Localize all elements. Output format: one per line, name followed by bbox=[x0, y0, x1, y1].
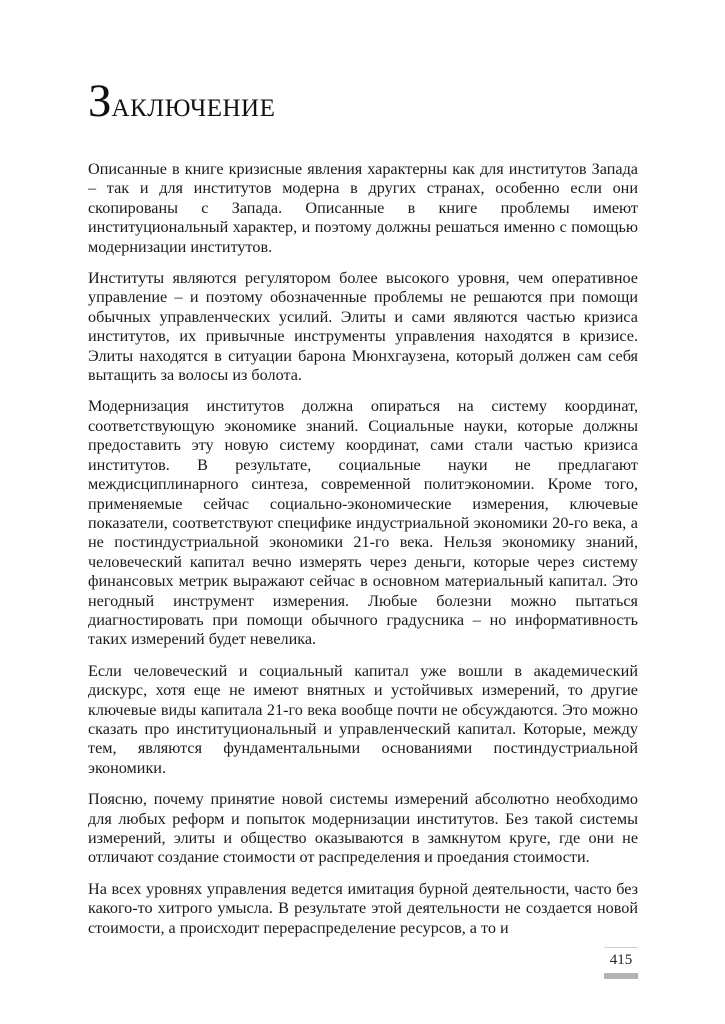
chapter-title bbox=[88, 75, 276, 127]
paragraph: Описанные в книге кризисные явления характерны как для институтов Запада – так и для институтов модерна в других странах, особенно если они скопированы с Запада. Описанные в книге проблемы имеют институциональный характер, и поэтому должны решаться именно с помощью модернизации институтов. bbox=[88, 160, 638, 256]
paragraph: Модернизация институтов должна опираться на систему координат, соответствующую экономике знаний. Социальные науки, которые должны предоставить эту новую систему координат, сами стали частью кризиса институтов. В результате, социальные науки не предлагают междисциплинарного синтеза, современной политэкономии. Кроме того, применяемые сейчас социально-экономические измерения, ключевые показатели, соответствуют специфике индустриальной экономики 20-го века, а не постиндустриальной экономики 21-го века. Нельзя экономику знаний, человеческий капитал вечно измерять через деньги, которые через систему финансовых метрик выражают сейчас в основном материальный капитал. Это негодный инструмент измерения. Любые болезни можно пытаться диагностировать при помощи обычного градусника – но информативность таких измерений будет невелика. bbox=[88, 397, 638, 649]
page-number: 415 bbox=[609, 952, 633, 968]
paragraph: Если человеческий и социальный капитал уже вошли в академический дискурс, хотя еще не имеют внятных и устойчивых измерений, то другие ключевые виды капитала 21-го века вообще почти не обсуждаются. Это можно сказать про институциональный и управленческий капитал. Которые, между тем, являются фундаментальными основаниями постиндустриальной экономики. bbox=[88, 661, 638, 777]
chapter-title-initial: З bbox=[88, 75, 112, 127]
paragraph: Поясню, почему принятие новой системы измерений абсолютно необходимо для любых реформ и попыток модернизации институтов. Без такой системы измерений, элиты и общество оказываются в замкнутом круге, где они не отличают создание стоимости от распределения и проедания стоимости. bbox=[88, 790, 638, 867]
paragraph: На всех уровнях управления ведется имитация бурной деятельности, часто без какого-то хитрого умысла. В результате этой деятельности не создается новой стоимости, а происходит перераспределение ресурсов, а то и bbox=[88, 879, 638, 937]
page-number-rule bbox=[604, 947, 638, 948]
page-number-bar bbox=[604, 973, 638, 979]
body-text bbox=[88, 160, 638, 950]
paragraph: Институты являются регулятором более высокого уровня, чем оперативное управление – и поэтому обозначенные проблемы не решаются при помощи обычных управленческих усилий. Элиты и сами являются частью кризиса институтов, их привычные инструменты управления находятся в кризисе. Элиты находятся в ситуации барона Мюнхгаузена, который должен сам себя вытащить за волосы из болота. bbox=[88, 269, 638, 385]
chapter-title-rest: АКЛЮЧЕНИЕ bbox=[111, 95, 276, 122]
